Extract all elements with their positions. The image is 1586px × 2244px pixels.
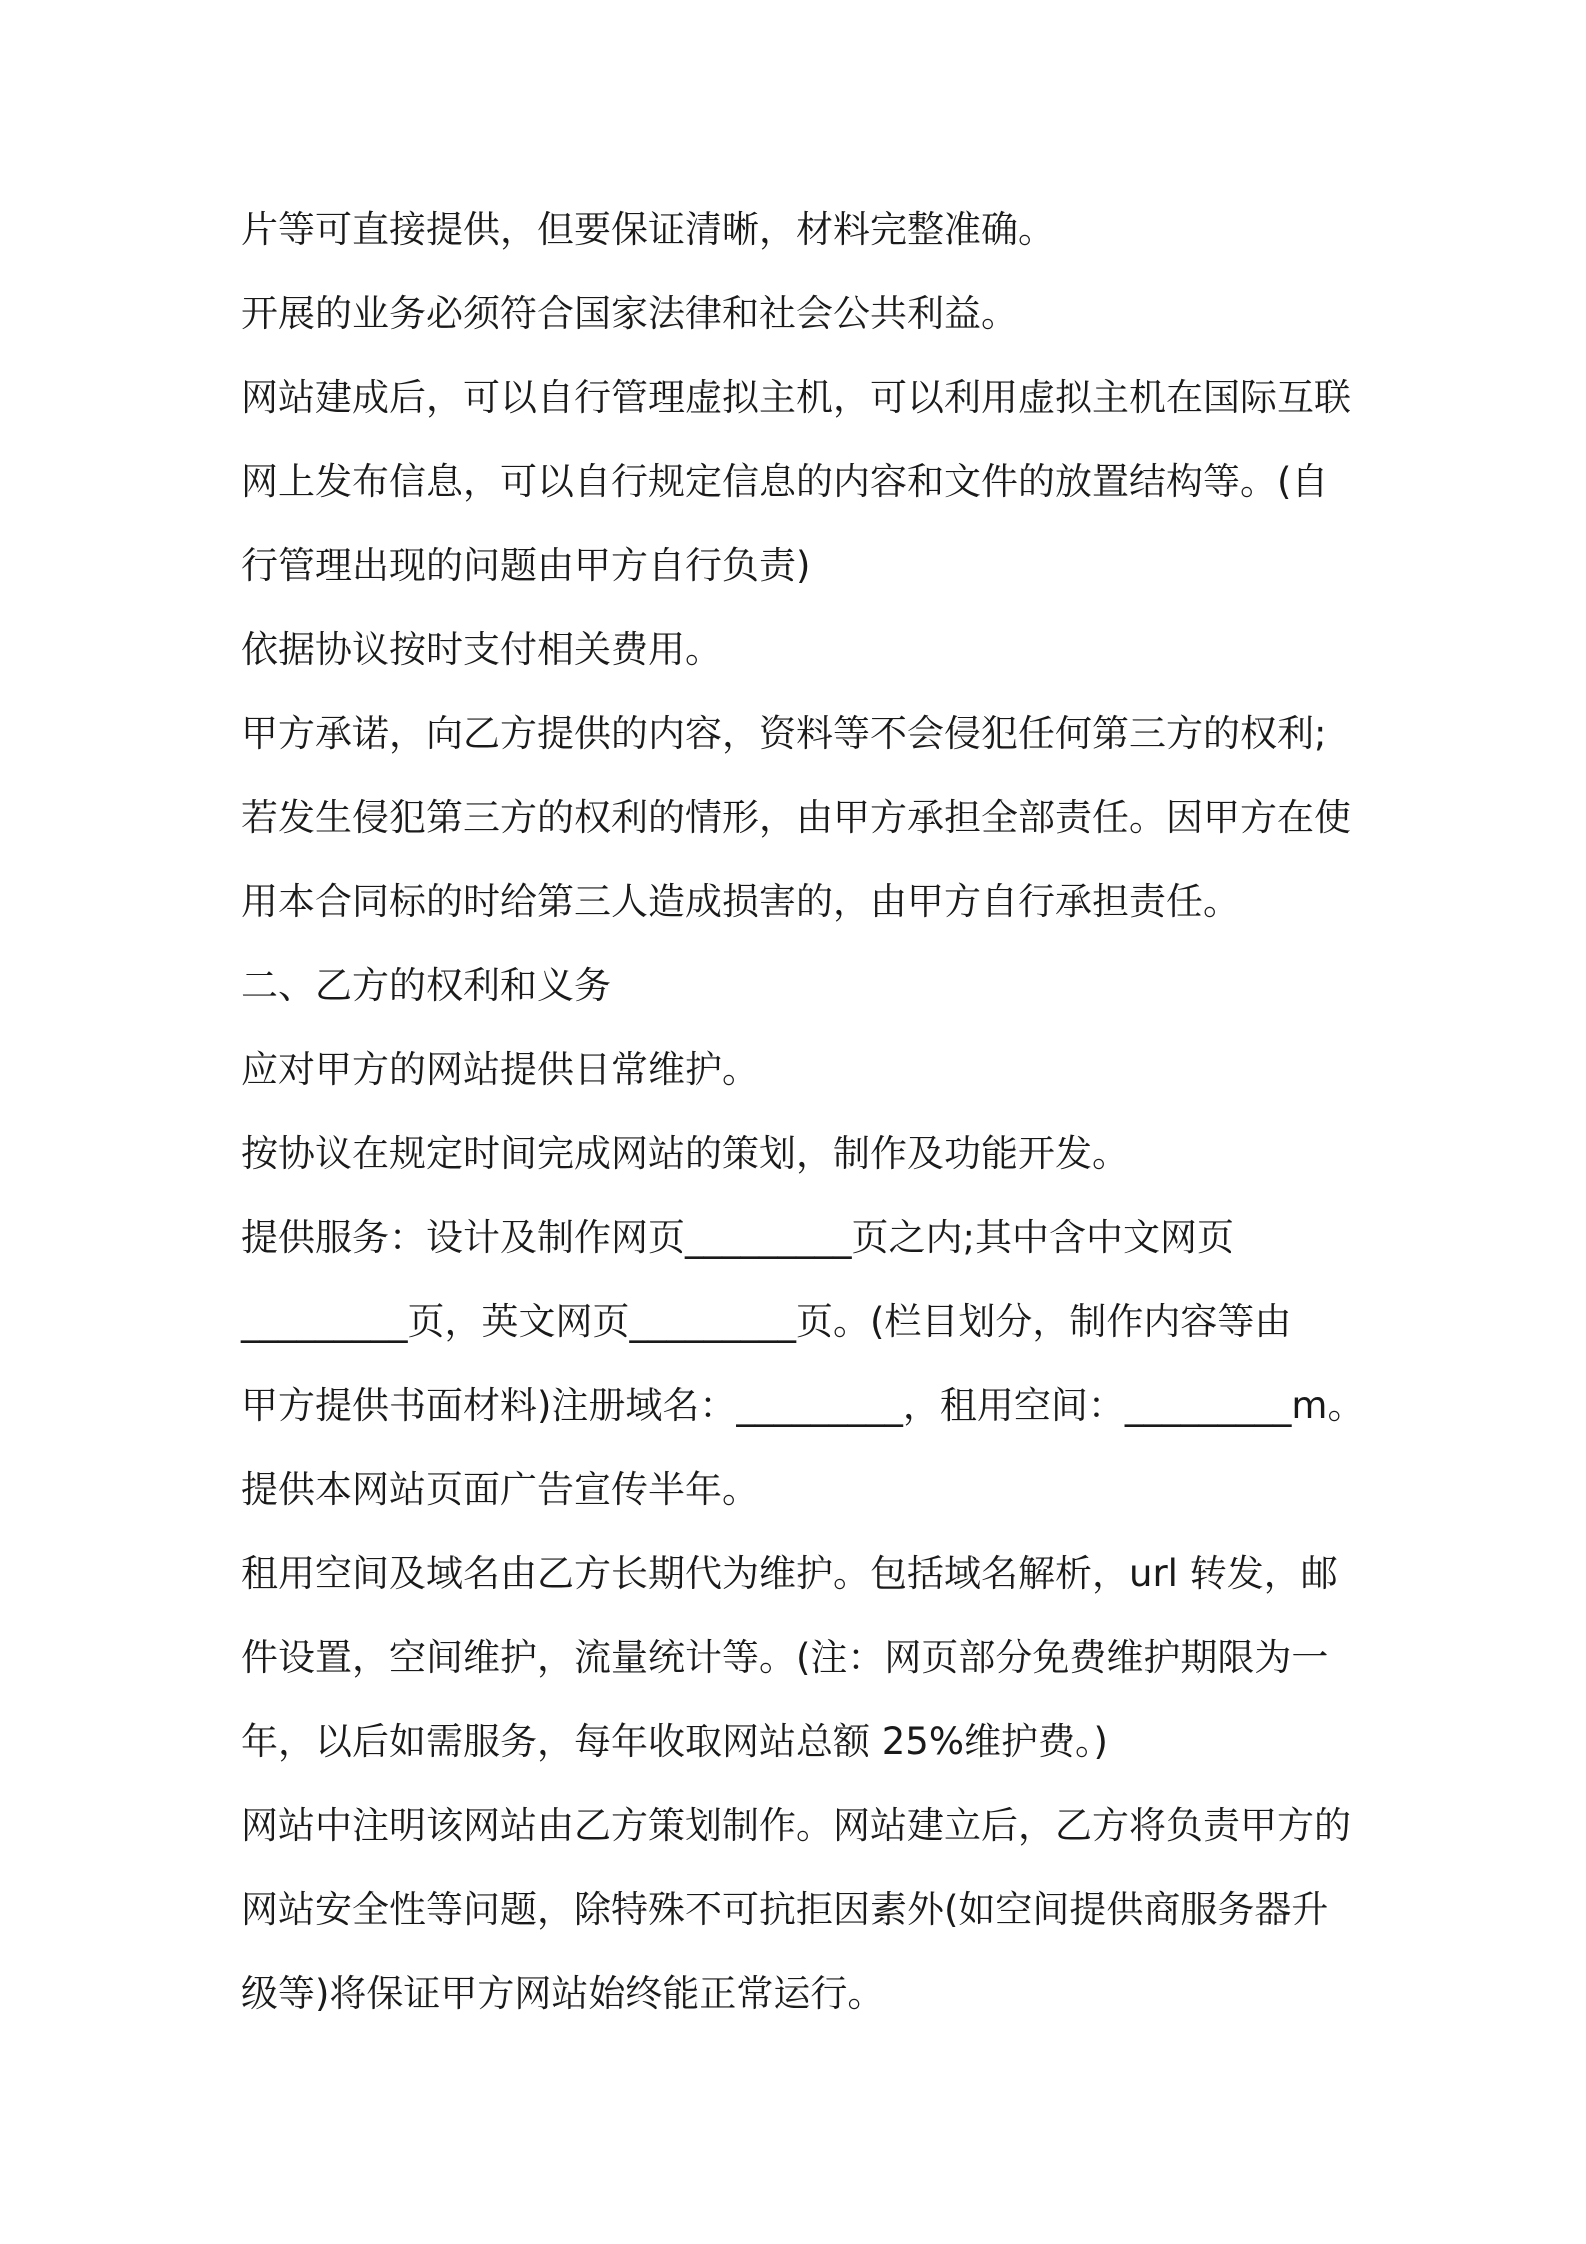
text-line: 行管理出现的问题由甲方自行负责)	[241, 544, 811, 587]
section-heading: 二、乙方的权利和义务	[241, 964, 611, 1007]
text-line: 年，以后如需服务，每年收取网站总额 25%维护费。)	[241, 1720, 1108, 1763]
text-line: 片等可直接提供，但要保证清晰，材料完整准确。	[241, 208, 1055, 251]
text-line: 网站中注明该网站由乙方策划制作。网站建立后，乙方将负责甲方的	[241, 1804, 1351, 1847]
text-line: 开展的业务必须符合国家法律和社会公共利益。	[241, 292, 1018, 335]
text-line: 依据协议按时支付相关费用。	[241, 628, 722, 671]
text-line: 应对甲方的网站提供日常维护。	[241, 1048, 759, 1091]
text-line: 若发生侵犯第三方的权利的情形，由甲方承担全部责任。因甲方在使	[241, 796, 1351, 839]
text-line: 甲方承诺，向乙方提供的内容，资料等不会侵犯任何第三方的权利;	[241, 712, 1327, 755]
text-line: 甲方提供书面材料)注册域名：_________，租用空间：_________m。	[241, 1384, 1365, 1427]
text-line: 件设置，空间维护，流量统计等。(注：网页部分免费维护期限为一	[241, 1636, 1329, 1679]
text-line: 网站安全性等问题，除特殊不可抗拒因素外(如空间提供商服务器升	[241, 1888, 1329, 1931]
text-line: 租用空间及域名由乙方长期代为维护。包括域名解析，url 转发，邮	[241, 1552, 1338, 1595]
text-line: 提供本网站页面广告宣传半年。	[241, 1468, 759, 1511]
text-line: 网站建成后，可以自行管理虚拟主机，可以利用虚拟主机在国际互联	[241, 376, 1351, 419]
contract-text	[241, 188, 1365, 2036]
text-line: 级等)将保证甲方网站始终能正常运行。	[241, 1972, 885, 2015]
text-line: 用本合同标的时给第三人造成损害的，由甲方自行承担责任。	[241, 880, 1240, 923]
text-line: 网上发布信息，可以自行规定信息的内容和文件的放置结构等。(自	[241, 460, 1329, 503]
text-line: _________页，英文网页_________页。(栏目划分，制作内容等由	[241, 1300, 1292, 1343]
text-line: 提供服务：设计及制作网页_________页之内;其中含中文网页	[241, 1216, 1234, 1259]
text-line: 按协议在规定时间完成网站的策划，制作及功能开发。	[241, 1132, 1129, 1175]
